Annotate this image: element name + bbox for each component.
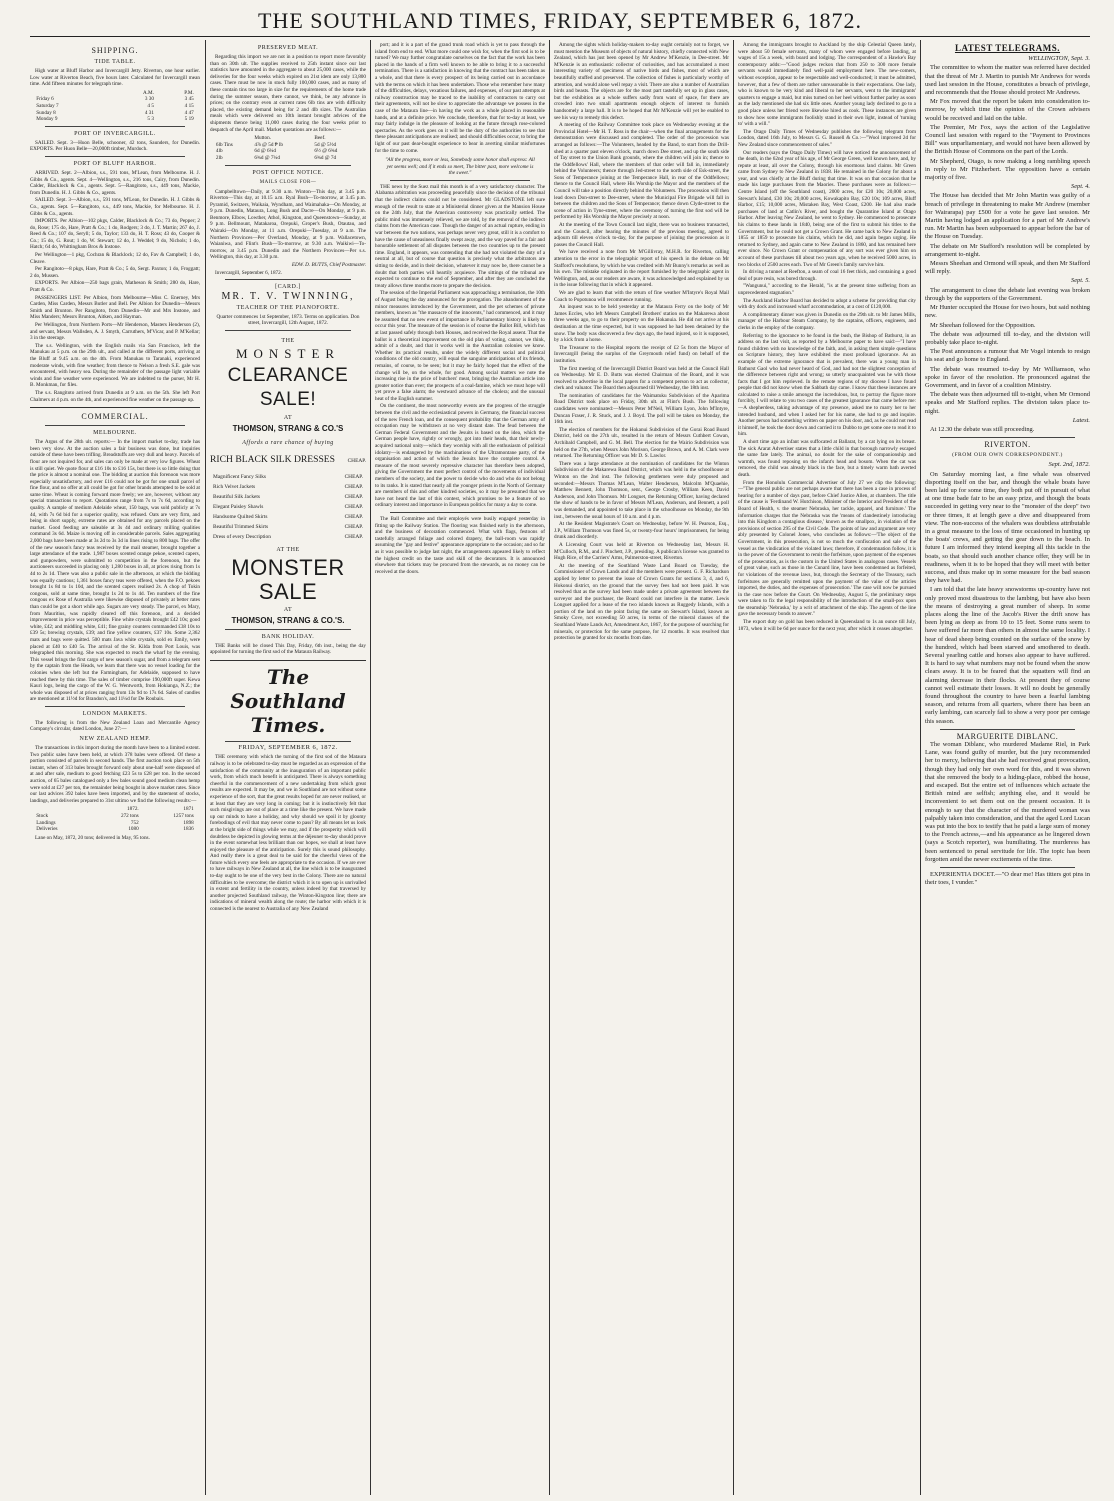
stock-1871: 1898 bbox=[183, 819, 194, 826]
shipping-paragraph: The s.s. Rangitoto arrived from Dunedin at 9 a.m. on the 5th. She left Port Chalmers at 4 p.m. on the 4th, and experienced fine weather on the passage up. bbox=[30, 389, 200, 403]
meat-col-header: Beef. bbox=[314, 135, 326, 142]
stock-row bbox=[34, 826, 196, 833]
ad-at-2: AT bbox=[283, 606, 293, 613]
news-paragraph: At the Resident Magistrate's Court on Wednesday, before W. H. Pearson, Esq., J.P., William Thomson was fined 5s, or twenty-four hours' imprisonment, for being drunk and disorderly. bbox=[554, 521, 729, 541]
meat-col-header: Mutton. bbox=[254, 135, 271, 142]
telegram-paragraph: Mr Shepherd, Otago, is now making a long rambling speech in reply to Mr Fitzherbert. The opposition have a certain majority of five. bbox=[925, 157, 1090, 182]
tide-am: 4 5 bbox=[147, 102, 154, 109]
telegram-paragraph: The debate was adjourned till to-day, and the division will probably take place to-night. bbox=[925, 330, 1090, 346]
news-paragraph: An inquest was to be held yesterday at the Mataura Ferry on the body of Mr James Eccles, who left Messrs Campbell Brothers' station on the Makarewa about three weeks ago, to go to their property on the Hokanuia. He did not arrive at his destination at the time expected, but it was supposed he had been detained by the snow. The body was discovered a few days ago, the head injured, so it is supposed, by a kick from a horse. bbox=[554, 304, 729, 344]
stock-1871: 1257 tons bbox=[173, 813, 194, 819]
stock-1871: 1836 bbox=[183, 826, 194, 833]
telegram-dateline: Sept. 5. bbox=[1071, 277, 1090, 285]
tide-row bbox=[34, 103, 196, 110]
news-paragraph: At the meeting of the Town Council last night, there was no business transacted, and the Council, after hearing the minutes of the previous meeting, agreed to adjourn till eleven o'clock to-day, for the purpose of joining the procession as it passes the Council Hall. bbox=[554, 222, 729, 248]
ad-item bbox=[210, 502, 366, 512]
editorial-paragraph: On the continent, the most noteworthy events are the progress of the struggle between the civil and the ecclesiastical powers in Germany, the financial success of the new French loan, and the consequent probability that the German army of occupation may be withdrawn at no very distant date. The feud between the German Federal Government and the Jesuits is based on the idea, which the German people have, rightly or wrongly, got into their heads, that their newly-acquired national unity—which they worship with all the enthusiasm of political idolatry—is endangered by the machinations of the Ultramontane party, of the organisation and action of which the Jesuits have the complete control. A measure of the most severely repressive character has therefore been adopted, giving the Government the most perfect control of the movements of individual members of the society, and the power to decide who do and who do not belong to its ranks. It is stated that nearly all the younger priests in the North of Germany are members of this and other kindred societies, so it may be presumed that we have not heard the last of this contest, which promises to be a feature of no ordinary interest and importance in European politics for many a day to come. bbox=[375, 403, 545, 509]
news-paragraph: A meeting of the Railway Committee took place on Wednesday evening at the Provincial Hotel—Mr H. T. Ross in the chair—when the final arrangements for the demonstration were discussed and completed. The order of the procession was arranged as follows:—The Volunteers, headed by the Band, to start from the Drill-shed at a quarter past eleven o'clock, march down Dee street, and up the south side of Tay street to the Union Bank grounds, where the children will join in; thence to the Oddfellows' Hall, where the members of that order will fall in, immediately behind the Volunteers; thence through Jed-street to the north side of Esk-street, the Sons of Temperance joining at the Temperance Hall, in rear of the Oddfellows; thence to the Council Hall, where His Worship the Mayor and the members of the Council will take a position directly behind the Volunteers. The procession will then lead down Don-street to Dee-street, where the Municipal Fire Brigade will fall in between the children and the Sons of Temperance; thence down Clyde-street to the scene of action in Tyne-street, where the ceremony of turning the first sod will be performed by His Worship the Mayor precisely at noon. bbox=[554, 122, 729, 221]
stock-label: Landings bbox=[36, 819, 56, 826]
tide-table bbox=[34, 90, 196, 123]
telegram-paragraph: The arrangement to close the debate last evening was broken through by the supporters of the Government. bbox=[925, 286, 1090, 302]
tide-pm: 3 45 bbox=[184, 96, 194, 103]
nameplate: The Southland Times. bbox=[230, 664, 346, 737]
ad-firm-2: THOMSON, STRANG & CO.'S. bbox=[231, 615, 345, 625]
preserved-meat-heading: PRESERVED MEAT. bbox=[257, 45, 319, 51]
postmaster-signature: EDW. D. BUTTS, Chief Postmaster. bbox=[291, 262, 366, 269]
column-6 bbox=[925, 42, 1090, 1492]
shipping-heading: SHIPPING. bbox=[91, 46, 139, 55]
divider bbox=[225, 165, 351, 166]
tide-table-heading: TIDE TABLE. bbox=[94, 59, 136, 65]
divider bbox=[940, 867, 1075, 868]
hemp-heading: NEW ZEALAND HEMP. bbox=[79, 736, 151, 743]
meat-beef: 5d @ 5½d bbox=[314, 141, 337, 148]
divider bbox=[45, 126, 185, 127]
news-paragraph: The nomination of candidates for the Waimatuku Subdivision of the Aparima Road District took place on Friday, 30th ult. at Flint's Bush. The following candidates were nominated:—Messrs Peter M'Neil, William Lyon, John M'Intyre, Duncan Fraser, J. R. Stuck, and J. J. Boyd. The poll will be taken on Monday, the 16th inst. bbox=[554, 392, 729, 426]
masthead: THE SOUTHLAND TIMES, FRIDAY, SEPTEMBER 6, 1872. bbox=[258, 8, 862, 33]
tide-col-header: A.M. bbox=[142, 89, 154, 96]
ad-item-price: CHEAP. bbox=[344, 493, 363, 500]
telegram-paragraph: Mr Hunter occupied the House for two hours, but said nothing new. bbox=[925, 304, 1090, 320]
news-paragraph: We have received a note from Mr M'Gillivray, M.H.R. for Riverton, calling attention to the error in the telegraphic report of his speech in the debate on Mr Stafford's resolutions, by which he was credited with Mr Bunny's remarks as well as his own. The mistake originated in the report furnished by the telegraphic agent in Wellington, and, as our readers are aware, it was acknowledged and explained by us in the issue following that in which it appeared. bbox=[554, 249, 729, 289]
editorial-paragraph: The session of the Imperial Parliament was approaching a termination, the 10th of August being the day announced for the prorogation. The abandonment of the minor measures introduced by the Government, and the pet schemes of private members, known as "the massacre of the innocents," had commenced, and it may be assumed that no new event of importance in Parliamentary history is likely to occur this year. The measure of the session is of course the Ballot Bill, which has at last passed safely through both Houses, and received the Royal assent. That the ballot is a theoretical improvement on the old plan of voting, cannot, we think, admit of a doubt, and that it works well in the Australian colonies we know. Whether its practical results, under the widely different social and political conditions of the old country, will equal the sanguine anticipations of its friends, remains, of course, to be seen; but it may be fairly hoped that the effect of the change will be, on the whole, for good. Among social matters we note the increasing rise in the price of butchers' meat, bringing the Australian article into greater notice than ever; the prospects of a coal-famine, which we must hope will yet prove a false alarm; the westward advance of the cholera; and the unusual heat of the English summer. bbox=[375, 290, 545, 402]
riverton-heading: RIVERTON. bbox=[984, 440, 1031, 450]
telegram-paragraph: The House has decided that Mr John Martin was guilty of a breach of privilege in threatening to make Mr Andrew (member for Wairarapa) pay £500 for a vote he gave last session. Mr Martin having lodged an application for a part of Mr Andrew's run. Mr Martin has been subpoenaed to appear before the bar of the House on Tuesday. bbox=[925, 192, 1090, 241]
meat-beef: 6¾d @ 7d bbox=[314, 154, 337, 161]
post-office-place: Invercargill, September 6, 1872. bbox=[215, 269, 283, 276]
ad-item bbox=[210, 472, 366, 482]
stock-col-header: 1872. bbox=[127, 806, 139, 813]
column-5 bbox=[738, 42, 916, 1492]
divider bbox=[45, 156, 185, 157]
divider bbox=[390, 512, 530, 513]
ad-item bbox=[210, 522, 366, 532]
shipping-paragraph: SAILED. Sept. 3—Albion, s.s., 591 tons, M'Lean, for Dunedin. H. J. Gibbs & Co., agents. Sept. 5—Rangitoto, s.s., 449 tons, Mackie, for Melbourne. H. J. Gibbs & Co., agents. bbox=[30, 197, 200, 217]
news-paragraph: A Licensing Court was held at Riverton on Wednesday last, Messrs H. M'Culloch, R.M., and J. Pinchett, J.P., presiding. A publican's license was granted to Hugh Rice, of the Carriers' Arms, Palmerston-street, Riverton. bbox=[554, 541, 729, 562]
news-paragraph: We are glad to learn that with the return of fine weather M'Intyre's Royal Mail Coach to Popotunoa will recommence running. bbox=[554, 289, 729, 303]
column-rule bbox=[370, 40, 371, 1495]
ad-item bbox=[210, 492, 366, 502]
ad-item-price: CHEAP. bbox=[344, 483, 363, 490]
ad-item-price: CHEAP. bbox=[344, 533, 363, 540]
tide-row bbox=[34, 110, 196, 117]
tide-pm: 4 47 bbox=[184, 109, 194, 116]
news-paragraph: Among the sights which holiday-makers to-day ought certainly not to forget, we must mention the Museum of objects of natural history, chiefly connected with New Zealand, which has just been opened by Mr Andrew M'Kenzie, in Dee-street. Mr M'Kenzie is an enthusiastic collector of curiosities, and has accumulated a most interesting variety of specimens of native birds and fishes, most of which are beautifully stuffed and preserved. The collection of fishes is particularly worthy of attention, and would alone well repay a visit. There are also a number of Australian birds and beasts. The objects are for the most part tastefully set up in glass cases, but the exhibition as a whole suffers sadly from want of space, for there are crowded into two small apartments enough objects of interest to furnish handsomely a large hall. It is to be hoped that Mr M'Kenzie will yet be enabled to see his way to remedy this defect. bbox=[554, 42, 729, 121]
news-paragraph: The export duty on gold has been reduced in Queensland to 1s an ounce till July, 1873, when it will be 6d per ounce for the next year, after which it ceases altogether. bbox=[738, 619, 916, 632]
news-paragraph: In driving a tunnel at Reefton, a seam of coal 16 feet thick, and containing a good deal of pure resin, was bored through. bbox=[738, 269, 916, 282]
telegram-paragraph: The debate was resumed to-day by Mr Williamson, who spoke in favor of the resolution. He pronounced against the Government, and in favor of a coalition Ministry. bbox=[925, 365, 1090, 389]
stock-col-header bbox=[34, 806, 91, 813]
ad-item-name: Elegant Paisley Shawls bbox=[213, 503, 264, 510]
shipping-paragraph: SAILED. Sept. 3—Huon Belle, schooner, 42 tons, Saunders, for Dunedin. EXPORTS. Per Huon Belle—20,000ft timber, Murdoch. bbox=[30, 139, 200, 153]
london-markets-heading: LONDON MARKETS. bbox=[82, 710, 148, 717]
riverton-subheading: (FROM OUR OWN CORRESPONDENT.) bbox=[952, 452, 1063, 459]
post-office-paragraph: Campbelltown—Daily, at 9.30 a.m. Winton—This day, at 3.45 p.m. Riverton—This day, at 10.15 a.m. Ryal Bush—To-morrow, at 3.45 p.m. Pyramid, Switzers, Waikaia, Wyndham, and Waimahaka—On Monday, at 9 p.m. Dunedin, Mataura, Long Bush and Dacre—On Monday, at 9 p.m. Benmore, Elbow, Lowther, Athol, Kingston, and Queenstown—Sunday, at 9 p.m. Bellmount, Matakaroa, Orepuki, Groper's Bush, Otautau, and Wairaki—On Monday, at 11 a.m. Orepuki—Tuesday, at 9 a.m. The Northern Provinces—Per Overland, Monday, at 9 p.m. Wallacetown, Waianiwa, and Flint's Bush—To-morrow, at 9.30 a.m. Waikiwi—To-morrow, at 3.45 p.m. Dunedin and the Northern Provinces—Per s.s. Wellington, this day, at 3.30 p.m. bbox=[210, 188, 366, 261]
stock-row bbox=[34, 813, 196, 820]
news-paragraph: The Ball Committee and their employés were busily engaged yesterday in fitting up the Railway Station. The flooring was finished early in the afternoon, and the business of decoration commenced. What with flags, festoons of tastefully arranged foliage and colored drapery, the ball-room was rapidly assuming the "gay and festive" appearance appropriate to the occasion; and so far as it was possible to judge last night, the arrangements appeared likely to reflect the highest credit on the taste and skill of the decorators. It is announced elsewhere that tickets may be procured from the stewards, as no money can be received at the doors. bbox=[375, 515, 545, 575]
shipping-paragraph: ARRIVED. Sept. 2—Albion, s.s., 591 tons, M'Lean, from Melbourne. H. J. Gibbs & Co., agents. Sept. 4—Wellington, s.s., 216 tons, Cairy, from Dunedin. Calder, Blacklock & Co., agents. Sept. 5—Rangitoto, s.s., 449 tons, Mackie, from Dunedin. H. J. Gibbs & Co., agents. bbox=[30, 169, 200, 196]
diblanc-heading: MARGUERITE DIBLANC. bbox=[956, 731, 1059, 741]
news-paragraph: Referring to the ignorance to be found in the bush, the Bishop of Bathurst, in an address on the last visit, as reported by a Melbourne paper to have said:—"I have found children with no knowledge of the faith, and, in asking them simple questions on Scripture history, they have exhibited the most profound ignorance. As an example of the extreme ignorance that is prevalent, there was a young man in Bathurst Gaol who had never heard of God, and had not the slightest conception of the difference between right and wrong; so utterly unacquainted was he with those facts that I got him reprieved. In the remote regions of my diocese I have found people that did not know when the Sabbath day came. I know that these instances are calculated to raise a smile amongst the incredulous, but, to portray the figure more forcibly, I will relate to you two cases of the greatest ignorance that came before me:—A shepherdess, taking advantage of my presence, asked me to marry her to her intended husband, and when I asked her for his name, she had to go and inquire. Another person had something written on paper on his door, and, as he could not read it himself, he took the door down and carried it to Dubbo to get some one to read it to him. bbox=[738, 332, 916, 438]
ad-item-name: Beautiful Trimmed Skirts bbox=[213, 523, 269, 530]
column-3 bbox=[375, 42, 545, 1492]
stock-1872: 1080 bbox=[128, 826, 139, 833]
meat-size: 6lb Tins bbox=[215, 141, 233, 148]
stock-col-header: 1871 bbox=[183, 806, 194, 813]
card-label: [CARD.] bbox=[275, 284, 301, 291]
column-4 bbox=[554, 42, 729, 1492]
twinning-name: MR. T. V. TWINNING, bbox=[221, 291, 355, 303]
port-bluff-heading: PORT OF BLUFF HARBOR. bbox=[73, 160, 157, 167]
telegram-dateline: WELLINGTON, Sept. 3. bbox=[1028, 55, 1090, 63]
divider bbox=[225, 330, 351, 331]
meat-beef: 6½ @ 6¾d bbox=[314, 148, 338, 155]
ad-item-price: CHEAP. bbox=[344, 503, 363, 510]
commercial-paragraph: The following is from the New Zealand Loan and Mercantile Agency Company's circular, dated London, June 27:— bbox=[30, 719, 200, 733]
telegram-paragraph: Mr Fox moved that the report be taken into consideration to-morrow, by which time the opinion of the Crown advisers would be received and laid on the table. bbox=[925, 98, 1090, 122]
ad-affords: Affords a rare chance of buying bbox=[242, 439, 334, 446]
editorial-verse: "All the progress, more or less, Somebody some honor shall express: All yet seems well; and if it ends so meet, The bitter past, more welcome is the sweet." bbox=[385, 157, 535, 177]
meat-size: 4lb bbox=[215, 148, 223, 155]
shipping-paragraph: IMPORTS. Per Albion—102 pkgs, Calder, Blacklock & Co.; 73 do, Pepper; 2 do, Rose; 175 do, Hare, Pratt & Co.; 1 do, Rodgers; 3 do, J. T. Martin; 267 do, J. Reed & Co.; 107 do, Seryll; 5 do, Taylor; 133 do, H. T. Ross; 43 do, Cooper & Co.; 15 do, G. Rout; 1 do, W. Stewart; 12 do, J. Weddel; 9 do, Nichols; 1 do, Hatch; 64 do, Whittingham Bros & Instone. bbox=[30, 218, 200, 251]
telegram-latest-label: Latest. bbox=[1072, 416, 1090, 424]
stock-table bbox=[34, 806, 196, 832]
stock-label: Deliveries bbox=[36, 826, 58, 833]
editorial-paragraph: THE ceremony with which the turning of the first sod of the Mataura railway is to be celebrated to-day must be regarded as an expression of the satisfaction of the community at the inauguration of an important public work, from which much benefit is anticipated. There is always something cheerful in the commencement of a new undertaking from which great results are expected. It may be, and we in Southland are not without some experience of the sort, that the great results hoped for are never realised, or at least that they are very long in coming; but it is instinctively felt that such misgivings are out of place at a time like the present. We have made up our minds to have a holiday, and why should we spoil it by gloomy forebodings of evil that may never come to pass? By all means let us look at the bright side of things while we may, and if the prosperity which will doubtless be depicted in glowing terms at the déjeuner to-day should prove in the event somewhat less brilliant than our hopes, we shall at least have enjoyed the pleasure of the anticipation. Surely this is sound philosophy. And really there is a great deal to be said for the cheerful views of the future which every one feels are appropriate to the occasion. If we are ever to have railways in New Zealand at all, the line which is to be inaugurated to-day ought to be one of the very best in the Colony. There are no natural difficulties to be overcome; the district which it is to open up is unrivalled in extent and fertility in the country, unless indeed by that traversed by another projected Southland railway, the Winton-Kingston line; there are indications of mineral wealth along the route; the harbor with which it is connected is the nearest to Australia of any New Zealand bbox=[210, 754, 366, 913]
shipping-paragraph: Per Wellington—1 pkg, Cochran & Blacklock; 12 do, Fav & Campbell; 1 do, Cleave. bbox=[30, 252, 200, 265]
stock-row bbox=[34, 820, 196, 827]
divider bbox=[225, 629, 351, 630]
telegram-paragraph: The debate was then adjourned till to-night, when Mr Ormond speaks and Mr Stafford replies. The division takes place to-night. bbox=[925, 391, 1090, 415]
meat-table bbox=[214, 135, 362, 161]
twinning-role: TEACHER OF THE PIANOFORTE. bbox=[236, 304, 340, 311]
stock-1872: 272 tons bbox=[120, 813, 139, 819]
meat-mutton: 6d @ 6¼d bbox=[254, 148, 277, 155]
mails-close-subheading: MAILS CLOSE FOR— bbox=[259, 179, 317, 185]
telegram-paragraph: The committee to whom the matter was referred have decided that the threat of Mr J. Martin to punish Mr Andrews for words used last session in the House, constitutes a breach of privilege, and recommends that the House should protect Mr Andrews. bbox=[925, 64, 1090, 97]
news-paragraph: At the meeting of the Southland Waste Land Board on Tuesday, the Commissioner of Crown Lands and all the members were present. G. F. Richardson applied by letter to prevent the issue of Crown Grants for sections 3, 4, and 6, Hokonui district, on the ground that the survey fees had not been paid. It was resolved that as the survey had been made under a private agreement between the surveyor and the purchaser, the Board could not interfere in the matter. Lewis Longuet applied for a lease of the two islands known as Ruggedy Islands, with a portion of the land on the point facing the same on Stewart's Island, known as Smoky Cove, not exceeding 50 acres, in terms of the mineral clauses of the Southland Waste Lands Act, Amendment Act, 1867, for the purpose of searching for minerals, or protection for the same purpose, for 12 months. It was resolved that protection be granted for six months from date. bbox=[554, 562, 729, 642]
tide-day: Monday 9 bbox=[36, 116, 58, 123]
tide-intro: High water at Bluff Harbor and Invercargill Jetty. Riverton, one hour earlier. Low water at Riverton Beach, five hours later. Calculated for Invercargill mean time. Add fifteen minutes for telegraph time. bbox=[30, 68, 200, 88]
tide-day: Sunday 8 bbox=[36, 109, 56, 116]
ad-item bbox=[210, 512, 366, 522]
tide-col-header: P.M. bbox=[184, 89, 194, 96]
commercial-paragraph: Lane on May, 1872, 20 tons; delivered in May, 95 tons. bbox=[35, 834, 150, 841]
meat-row bbox=[214, 142, 362, 149]
tide-col-header bbox=[34, 90, 112, 97]
ad-monster: MONSTER bbox=[235, 346, 341, 361]
ad-item-name: Handsome Quilted Skirts bbox=[213, 513, 268, 520]
news-paragraph: A complimentary dinner was given in Dunedin on the 29th ult. to Mr James Mills, manager of the Harbour Steam Company, by the captains, officers, engineers, and clerks in the employ of the company. bbox=[738, 311, 916, 331]
bank-holiday-notice: THE Banks will be closed This Day, Friday, 6th inst., being the day appointed for turning the first sod of the Mataura Railway. bbox=[210, 642, 366, 656]
news-paragraph: The Otago Daily Times of Wednesday publishes the following telegram from London, dated 16th July, to Messrs G. G. Russell & Co.:—"Wool improved 2d for New Zealand since commencement of sales." bbox=[738, 128, 916, 148]
shipping-paragraph: Per Wellington, from Northern Ports—Mr Henderson, Masters Henderson (2), and servant, Messrs Wallsden, A. J. Smyth, Carruthers, M'Vicar, and P. M'Kellar; 3 in the steerage. bbox=[30, 322, 200, 342]
twinning-details: Quarter commences 1st September, 1873. Terms on application. Don street, Invercargill, 12th August, 1872. bbox=[216, 313, 360, 327]
tide-am: 3 30 bbox=[144, 96, 154, 103]
commercial-heading: COMMERCIAL. bbox=[81, 412, 149, 422]
divider bbox=[225, 279, 351, 280]
masthead-rule bbox=[30, 36, 1090, 37]
commercial-paragraph: The Argus of the 28th ult. reports:— In the import market to-day, trade has been very slow. At the auction sales a fair business was done, but inquiries outside of these have been trifling. Breadstuffs are very dull and heavy. Parcels of flour are not inquired for, and sales can only be made at very low figures. Wheat is still quiet. We quote flour at £16 10s to £16 15s, but there is so little doing that the price is almost a nominal one. The bidding at auction this forenoon was more especially unsatisfactory, and over £16 could not be got for one small parcel of fine flour, and no offer at all could be got for other brands attempted to be sold at same time. Wheat is coming forward more freely; we are, however, without any special transactions to report. Quotations range from 7s to 7s 6d, according to quality. A sample of medium Adelaide wheat, 150 bags, was sold publicly at 7s 4d, with 7s 6d bid for a superior quality, was refused. Oats are very firm, and being in short supply, extreme rates are obtained for any parcels placed on the market. Good feeding are saleable at 3s 4d and ordinary milling qualities command 3s 6d. Maize is moving off in considerable parcels. Sales aggregating 2,000 bags have been made at 3s 2d to 3s 3d in lines rising to 800 bags. The offer of the new season's fancy teas received by the mail steamer, brought together a large attendance of the trade. 1,987 boxes scented orange pekoe, scented capers, and gunpowders, were submitted to competition in the forenoon, but the auctioneers succeeded in placing only 1,280 boxes in all, at prices rising from 1s 4d to 2s 1d. There was also a public sale in the afternoon, at which the bidding was equally cautious; 1,361 boxes fancy teas were offered, when the F.O. pekoes brought 1s 8d to 1s 10d, and the scented capers realised 2s. A chop of Tokin congous, sold at same time, brought 1s 2d to 1s 4d. Ten numbers of the fine congous ex Rose of Australia were likewise disposed of privately at better rates than could be got a short while ago. Sugars are very steady. The parcel, ex Mary, from Mauritius, was rapidly cleared off this forenoon, and a decided improvement in price was perceptible. Fine white crystals brought £42 10s; good white, £42; and middling white, £41; fine grainy counters commanded £38 10s to £39 5s; brewing crystals, £39; and fine yellow counters, £37 10s. Some 2,362 mats and bags were quitted. 500 mats Java white crystals, sold ex Emily, were placed at £40 to £40 5s. The arrival of the St. Kilda from Port Louis, was telegraphed this morning. She was expected to reach the wharf by the evening. This vessel brings the first cargo of new season's sugar, and from a telegram sent by the captain from the Heads, we learn that there was no vessel loading for the colonies when she left but the Farmingham, for Adelaide, supposed to have reached there by this time. The sales of timber comprise 190,000ft super. Kewa Kauri logs, being the cargo of the W. G. Wentworth, from Hokianga, N.Z.; the whole was disposed of at prices ranging from 13s 9d to 17s 6d. Sales of candles are mentioned at 11½d for Brandon's, and 11¼d for De Roubaix. bbox=[30, 439, 200, 703]
column-rule bbox=[920, 40, 921, 1495]
divider bbox=[940, 729, 1075, 730]
ad-the: THE bbox=[281, 338, 295, 344]
ad-rich-price: CHEAP. bbox=[347, 457, 366, 464]
ad-rich-silk: RICH BLACK SILK DRESSES bbox=[210, 453, 336, 465]
editorial-dateline: FRIDAY, SEPTEMBER 6, 1872. bbox=[238, 743, 338, 751]
news-paragraph: "Wangunui," according to the Herald, "is at the present time suffering from an unprecedented stagnation." bbox=[738, 283, 916, 296]
shipping-paragraph: PASSENGERS LIST. Per Albion, from Melbourne—Miss C. Enerney, Mrs Carden, Miss Carden, Messrs Butler and Bell. Per Albion for Dunedin—Messrs Smith and Brunton. Per Rangitoto, from Dunedin—Mr and Mrs Instone, and Miss Manders; Messrs Brunton, Aitken, and Hayman. bbox=[30, 294, 200, 321]
commercial-paragraph: The transactions in this import during the month have been to a limited extent. Two public sales have been held, at which 378 bales were offered. Of these a portion consisted of parcels in second hands. The first auction took place on 5th instant, when of 313 bales brought forward only about one-half were disposed of at and after sale, medium to good fetching £23 5s to £28 per ton. In the second auction, of 65 bales catalogued only a few bales sound good medium clean hemp were sold at £27 per ton, the remainder being bought in above market rates. Since our last advices 392 bales have been imported, and by the statement of stocks, landings, and deliveries prepared to 31st ultimo we find the following results:— bbox=[30, 745, 200, 804]
news-paragraph: Among the immigrants brought to Auckland by the ship Celestial Queen lately, were about 50 female servants, many of whom were engaged before landing, at wages of 15s a week, with board and lodging. The correspondent of a Hawke's Bay contemporary adds:—"Good judges reckon that from 250 to 300 more female servants would immediately find well-paid employment here. The new-comers, without exception, appear to be respectable and well-conducted; it must be admitted, however, that a few of them are rather unreasonable in their expectations. One lady, who is known to be very kind and liberal to her servants, went to the immigrants' quarters to engage a maid, but miss turned on her heel without further parley as soon as the lady mentioned she had six little ones. Another young lady declined to go to a good place unless her friend were likewise hired as cook. These instances are given to show how some immigrants foolishly stand in their own light, instead of 'turning to' with a will." bbox=[738, 42, 916, 128]
ad-at: AT bbox=[283, 414, 293, 421]
latest-telegrams-heading: LATEST TELEGRAMS. bbox=[954, 43, 1061, 53]
ad-item-name: Magnificent Fancy Silks bbox=[213, 473, 267, 480]
experientia-paragraph: EXPERIENTIA DOCET.—"O dear me! Has titters got pins in their toes, I vunder." bbox=[925, 871, 1090, 887]
news-paragraph: There was a large attendance at the nomination of candidates for the Winton Subdivision of the Makarewa Road District, which was held in the schoolhouse at Winton on the 2nd inst. The following gentlemen were duly proposed and seconded:—Messrs Thomas M'Lean, Walter Henderson, Malcolm M'Quaehie, Matthew Bennett, John Thomson, senr., George Crosby, William Keen, David Anderson, and John Thomson. Mr Longuet, the Returning Officer, having declared the show of hands to be in favor of Messrs M'Lean, Anderson, and Bennett, a poll was demanded, and appointed to take place in the schoolhouse on Monday, the 9th inst., between the usual hours of 10 a.m. and 4 p.m. bbox=[554, 460, 729, 520]
news-paragraph: The Treasurer to the Hospital reports the receipt of £2 5s from the Mayor of Invercargill (being the surplus of the Greymouth relief fund) on behalf of the institution. bbox=[554, 344, 729, 364]
meat-row bbox=[214, 148, 362, 155]
ad-item-name: Dress of every Description bbox=[213, 533, 271, 540]
bank-holiday-heading: BANK HOLIDAY. bbox=[261, 633, 315, 640]
column-rule bbox=[205, 40, 206, 1495]
shipping-paragraph: Per Rangitoto—8 pkgs, Hare, Pratt & Co.; 5 do, Sergt. Paxton; 1 do, Froggatt; 2 do, Mussen. bbox=[30, 266, 200, 279]
port-invercargill-heading: PORT OF INVERCARGILL. bbox=[74, 130, 156, 137]
divider bbox=[45, 706, 185, 707]
meat-row bbox=[214, 155, 362, 162]
tide-am: 5 3 bbox=[147, 116, 154, 123]
divider bbox=[940, 437, 1075, 438]
news-paragraph: A short time ago an infant was suffocated at Ballarat, by a cat lying on its breast. The sick Ararat Advertiser states that a little child in that borough narrowly escaped the same fate lately. The animal, no doubt for the sake of companionship and warmth, was found reposing on the infant's head and bosom. When the cat was removed, the child was already black in the face, but a timely warm bath averted death. bbox=[738, 439, 916, 478]
ad-monster-sale: MONSTER SALE bbox=[231, 554, 345, 604]
news-paragraph: Our readers (says the Otago Daily Times) will have noticed the announcement of the death, in the 62nd year of his age, of Mr George Green, well known here, and, by repute at least, all over the Colony, through his enormous land claims. Mr Green came from Sydney to New Zealand in 1838. He remained in the Colony for about a year, and was chiefly at the Bluff during that time. It was on that occasion that he made his large purchases from the Maories. These purchases were as follows:—Centre Island (off the Southland coast), 2000 acres, for £20 10s; 20,000 acres, Stewart's Island, £30 10s; 20,000 acres, Kowakapito Bay, £20 10s; 109 acres, Bluff Harbor, £15; 10,000 acres, Mistaken Bay, West Coast, £200. He had also made purchases of land at Catlin's River, and bought the Quarantine Island at Otago Harbor. After leaving New Zealand, he went to Sydney. He commenced to prosecute his claims to these lands in 1840, being one of the first to submit his titles to the Government, but he could not get a Crown Grant. He came back to New Zealand in 1855 or 1859 to prosecute his claims, which he did, and again began urging. He returned to Sydney, and again came to New Zealand in 1860, and has remained here ever since. No Crown Grant or compensation of any sort was ever given him on account of these purchases till about two years ago, when he received 5000 acres, in two blocks of 2500 acres each. Two of Mr Green's family survive him. bbox=[738, 149, 916, 268]
tide-pm: 5 19 bbox=[184, 116, 194, 123]
news-paragraph: The Auckland Harbor Board has decided to adopt a scheme for providing that city with dry dock and increased wharf accommodation, at a cost of £120,000. bbox=[738, 297, 916, 311]
shipping-paragraph: EXPORTS. Per Albion—250 bags grain, Matheson & Smith; 280 do, Hare, Pratt & Co. bbox=[30, 280, 200, 294]
riverton-paragraph: On Saturday morning last, a fine whale was observed disporting itself on the bar, and though the whale boats have been laid up for some time, they both put off in pursuit of what at one time bade fair to be an easy prize, and though the boats succeeded in getting very near to the "monster of the deep" two or three times, it at length gave a dive and disappeared from view. The non-success of the whalers was doubtless attributable in a great measure to the loss of time occasioned in hunting up the boats' crews, and getting the gear down to the beach. In future I am informed they intend keeping all this tackle in the boats, so that should such another chance offer, they will be in readiness, when it is to be hoped that they will meet with better success, and thus make up in some measure for the bad season they have had. bbox=[925, 470, 1090, 585]
ad-item-price: CHEAP. bbox=[344, 523, 363, 530]
ad-at-the: AT THE bbox=[276, 546, 300, 553]
telegram-paragraph: The debate on Mr Stafford's resolution will be completed by arrangement to-night. bbox=[925, 242, 1090, 258]
melbourne-heading: MELBOURNE. bbox=[93, 430, 137, 437]
riverton-date: Sept. 2nd, 1872. bbox=[1048, 461, 1090, 469]
divider bbox=[30, 407, 200, 408]
tide-day: Friday 6 bbox=[36, 96, 54, 103]
ad-item-price: CHEAP. bbox=[344, 473, 363, 480]
telegram-paragraph: At 12.30 the debate was still proceeding. bbox=[930, 425, 1035, 433]
divider bbox=[390, 180, 530, 181]
meat-col-header bbox=[214, 135, 252, 142]
meat-size: 2lb bbox=[215, 154, 223, 161]
telegram-paragraph: Mr Sheehan followed for the Opposition. bbox=[930, 321, 1036, 329]
column-rule bbox=[733, 40, 734, 1495]
ad-item bbox=[210, 532, 366, 542]
editorial-paragraph: port; and it is a part of the grand trunk road which is yet to pass through the island from end to end. What more could one wish for, when the first sod is to be turned? We may further congratulate ourselves on the fact that the work has been placed in the hands of a firm well known to be able to bring it to a successful termination. There is a satisfaction in knowing that the contract has been taken as a whole, and that there is every prospect of its being carried out in accordance with the terms on which it has been undertaken. Those who remember how many of the difficulties, delays, vexatious failures, and expenses, of our past attempts at railway construction may be traced to the inability of contractors to carry out their agreements, will not be slow to appreciate the advantage we possess in the case of the Mataura line—in having the work as a whole placed in reasonable hands, and at a definite price. We conclude, therefore, that for to-day at least, we may fairly indulge in the pleasure of looking at the future through rose-colored spectacles. As the work goes on it will be the duty of the authorities to see that these pleasant anticipations are realised; and should difficulties occur, to bring the light of our past dear-bought experience to bear in averting similar misfortunes for the time to come. bbox=[375, 42, 545, 154]
column-1 bbox=[30, 42, 200, 1492]
telegram-paragraph: Messrs Sheehan and Ormond will speak, and then Mr Stafford will reply. bbox=[925, 260, 1090, 276]
tide-row bbox=[34, 96, 196, 103]
meat-mutton: 6¾d @ 7¼d bbox=[254, 154, 280, 161]
tide-day: Saturday 7 bbox=[36, 102, 59, 109]
divider bbox=[45, 425, 185, 426]
column-rule bbox=[549, 40, 550, 1495]
stock-label: Stock bbox=[36, 813, 49, 819]
divider bbox=[210, 660, 366, 661]
ad-item bbox=[210, 482, 366, 492]
tide-row bbox=[34, 116, 196, 123]
news-paragraph: From the Honolulu Commercial Advertiser of July 27 we clip the following:—"The general public are not perhaps aware that there has been a case in process of hearing for a number of days past, before Chief Justice Allen, at chambers. The title of the cause is 'Ferdinand W. Hutchison, Minister of the Interior and President of the Board of Health, v. the steamer Nebraska, her tackle, apparel, and furniture.' The information charges that the Nebraska was the 'means of clandestinely introducing into this Kingdom a contagious disease,' known as the smallpox, in violation of the provisions of section 295 of the Civil Code. The points of law and argument are very ably presented by Colonel Jones, who concludes as follows:—'The object of the Government, in this prosecution, is not so much the confiscation and sale of the vessel as the vindication of the violated laws; therefore, if condemnation follow, it is in the power of the Government to remit the forfeiture, upon payment of the expenses of the prosecution, as is the custom in the United States in analogous cases. Vessels of great value, such as those in the Cunard line, have been condemned as forfeited, for violations of the revenue laws, but, through the Secretary of the Treasury, such forfeitures are generally remitted upon the payment of the value of the articles imported, the duties, and the expenses of prosecution.' The case will now be pursued in the case now before the Court. On Wednesday, August 5, the preliminary steps were taken to fix the legal responsibility of the introduction of the small-pox upon the steamship 'Nebraska,' by a writ of attachment of the ship. The agents of the line gave the necessary bonds to answer." bbox=[738, 479, 916, 618]
telegram-paragraph: The Premier, Mr Fox, says the action of the Legislative Council last session with regard to the "Payment to Provinces Bill" was unparliamentary, and would not have been allowed by the British House of Commons on the part of the Lords. bbox=[925, 123, 1090, 156]
ad-item-name: Beautiful Silk Jackets bbox=[213, 493, 261, 500]
shipping-paragraph: The s.s. Wellington, with the English mails via San Francisco, left the Manukau at 5 p.m. on the 29th ult., and called at the different ports, arriving at the Bluff at 9.45 a.m. on the 4th. From Manukau to Taranaki, experienced moderate winds, with fine weather; from thence to Nelson a fresh S.E. gale was encountered, with heavy sea. During the remainder of the passage light variable winds and fine weather were experienced. We are indebted to the purser, Mr H. B. Monkman, for files. bbox=[30, 342, 200, 389]
editorial-paragraph: THE news by the Suez mail this month is of a very satisfactory character. The Alabama arbitration was proceeding peacefully since the decision of the tribunal that the indirect claims could not be considered. Mr GLADSTONE left sure enough of the result to state at a Ministerial dinner given at the Mansion House on the 24th July, that the American controversy was practically settled. The public mind was immensely relieved, we are told, by the removal of the indirect claims from the American case. Though the danger of an actual rupture, ending in war between the two nations, was perhaps never very great, still it is a comfort to have the cause of uneasiness finally swept away, and the way paved for a fair and honorable settlement of all disputes between the two countries up to the present time. England, it appears, was contending that she had not violated the duty of a neutral at all, but of course that question is precisely what the arbitrators are sitting to decide, and in their decision, whatever it may now be, there cannot be a doubt that both parties will heartily acquiesce. The sittings of the tribunal are expected to continue to the end of September, and after they are concluded the treaty allows three months more to prepare the decision. bbox=[375, 183, 545, 289]
tide-am: 4 31 bbox=[144, 109, 154, 116]
post-office-heading: POST OFFICE NOTICE. bbox=[252, 169, 324, 176]
column-2 bbox=[210, 42, 366, 1492]
tide-pm: 4 15 bbox=[184, 102, 194, 109]
divider bbox=[225, 741, 351, 742]
ad-item-name: Rich Velvet Jackets bbox=[213, 483, 256, 490]
stock-1872: 752 bbox=[130, 819, 139, 826]
news-paragraph: The election of members for the Hokanui Subdivision of the Gorai Road Board District, held on the 27th ult., resulted in the return of Messrs Cuthbert Cowan, Archibald Campbell, and G. M. Bell. The election for the Wairio Subdivision was held on the 27th, when Messrs John Morison, George Brown, and A. M. Clark were returned. The Returning Officer was Mr D. S. Lawlor. bbox=[554, 426, 729, 460]
meat-mutton: 4⅞ @ 5d ₱ lb bbox=[254, 141, 283, 148]
riverton-paragraph: I am told that the late heavy snowstorms up-country have not only proved most disastrous to the lambing, but have also been the means of destroying a great number of sheep. In some places along the line of the Jacob's River the drift snow has been lying as deep as from 10 to 15 feet. Some runs seem to have suffered far more than others in almost the same locality. I hear of dead sheep being counted on the surface of the snow by the hundred, which had been starved and smothered to death. Several yearling cattle and horses also appear to have suffered. It is hard to say what numbers may not be found when the snow clears away. It is to be feared that the squatters will find an alarming decrease in their flocks. At present they of course cannot well estimate their losses. It will no doubt be generally found throughout the country to have been a fearful lambing season, and returns from all quarters, where there has been an early lambing, can scarcely fail to show a very poor per centage this season. bbox=[925, 586, 1090, 725]
ad-rich-line bbox=[210, 451, 366, 468]
telegram-dateline: Sept. 4. bbox=[1071, 183, 1090, 191]
news-paragraph: The first meeting of the Invercargill District Board was held at the Council Hall on Wednesday. Mr E. D. Butts was elected Chairman of the Board, and it was resolved to advertise in the local papers for a competent person to act as collector, clerk and valuator. The Board then adjourned till Wednesday, the 18th inst. bbox=[554, 365, 729, 392]
ad-clearance-sale: CLEARANCE SALE! bbox=[227, 364, 349, 410]
telegram-paragraph: The Post announces a rumour that Mr Vogel intends to resign his seat and go home to England. bbox=[925, 348, 1090, 364]
ad-item-price: CHEAP. bbox=[344, 513, 363, 520]
diblanc-paragraph: The woman Diblanc, who murdered Madame Riel, in Park Lane, was found guilty of murder, but the jury recommended her to mercy, believing that she had received great provocation, though they had only her own word for this, and it was shown that she removed the body to a hiding-place, robbed the house, and escaped. But the entire set of influences which actuate the British mind are selfish; anything else, and it would be inconvenient to set them out on the present occasion. It is enough to say that the character of the murdered woman was palpably taken into consideration, and that the aged Lord Lucan was put into the box to testify that he paid a large sum of money to the French actress,—and his appearance as he lingered down (says a Scotch reporter), was humiliating. The murderess has been sentenced to penal servitude for life. The topic has been forgotten amid the newer excitements of the time. bbox=[925, 741, 1090, 863]
ad-firm: THOMSON, STRANG & CO.'S bbox=[232, 423, 344, 433]
commercial-paragraph: Regarding this import we are not in a position to report more favorably than on 30th ult. The supplies received to 25th instant since our last statistics have amounted in the aggregate to about 25,000 cases, while the deliveries for the four weeks which expired on 21st idem are only 13,800 cases. There must be now in stock fully 100,000 cases, and as many of these contain tins too large in size for the requirements of the home trade during the summer season, there cannot, we think, be any advance in prices; on the contrary even at current rates 6lb tins are with difficulty placed, the existing demand being for 2 and 4lb sizes. The Australian meals which were delivered on 10th instant brought advices of the shipments thence being 11,000 cases during the four weeks prior to despatch of the April mail. Market quotations are as follows:— bbox=[210, 54, 366, 133]
